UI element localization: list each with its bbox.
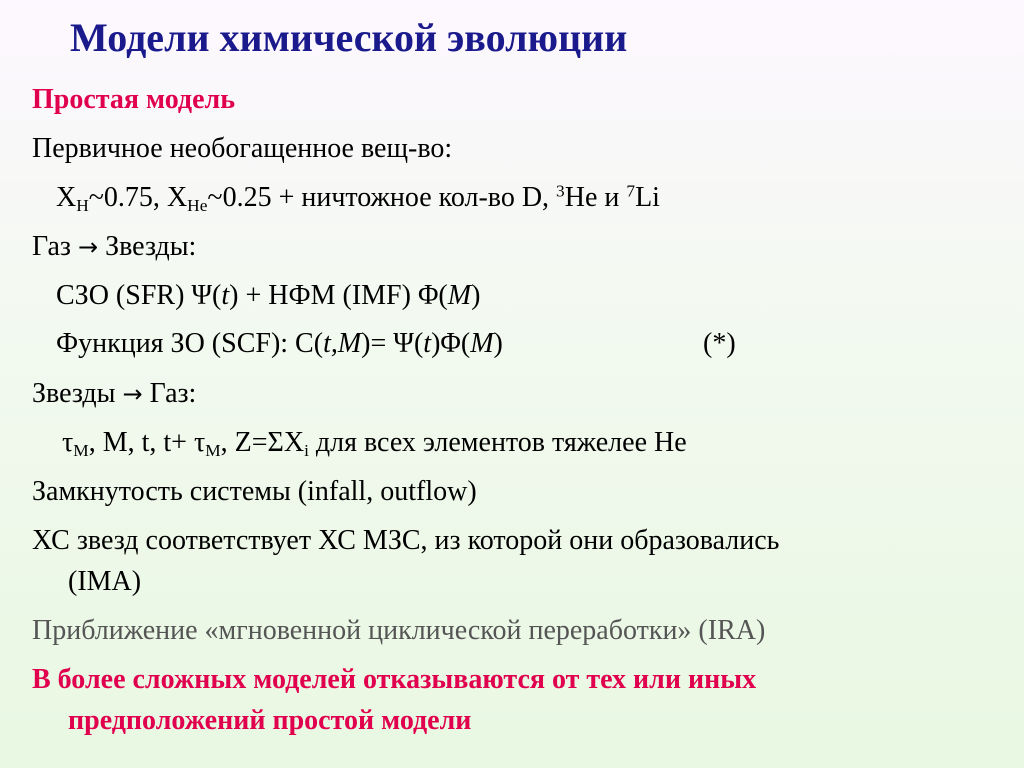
closed-system-line: Замкнутость системы (infall, outflow) <box>32 476 477 507</box>
chem-composition-line: ХС звезд соответствует ХС МЗС, из которой они образовались <box>32 525 780 556</box>
ira-line: Приближение «мгновенной циклической переработки» (IRA) <box>32 615 766 646</box>
primordial-matter-line: Первичное необогащенное вещ-во: <box>32 133 453 164</box>
sfr-imf-line: СЗО (SFR) Ψ(t) + НФМ (IMF) Φ(M) <box>56 280 481 311</box>
slide-title: Модели химической эволюции <box>70 15 628 60</box>
right-arrow-icon: → <box>77 233 99 261</box>
right-arrow-icon: → <box>122 380 143 408</box>
scf-line: Функция ЗО (SCF): C(t,M)= Ψ(t)Φ(M) <box>56 328 503 359</box>
simple-model-heading: Простая модель <box>32 84 236 115</box>
stars-to-gas-line: Звезды → Газ: <box>32 378 197 409</box>
equation-mark: (*) <box>703 328 736 359</box>
abundance-line: $X_H\sim 0.75$, $X_{He}\sim 0.25$ + ничтожное кол-во D, $^3$He и $^7$Li <box>56 181 660 215</box>
complex-models-line: В более сложных моделей отказываются от тех или иных <box>32 664 757 695</box>
parameters-line: $\tau_M$, M, t, $t+ \tau_M$, $Z=\Sigma X_i$ для всех элементов тяжелее He <box>62 427 687 460</box>
ima-line: (IMA) <box>68 566 142 597</box>
complex-models-line-2: предположений простой модели <box>68 705 472 736</box>
gas-to-stars-line: Газ → Звезды: <box>32 231 197 262</box>
